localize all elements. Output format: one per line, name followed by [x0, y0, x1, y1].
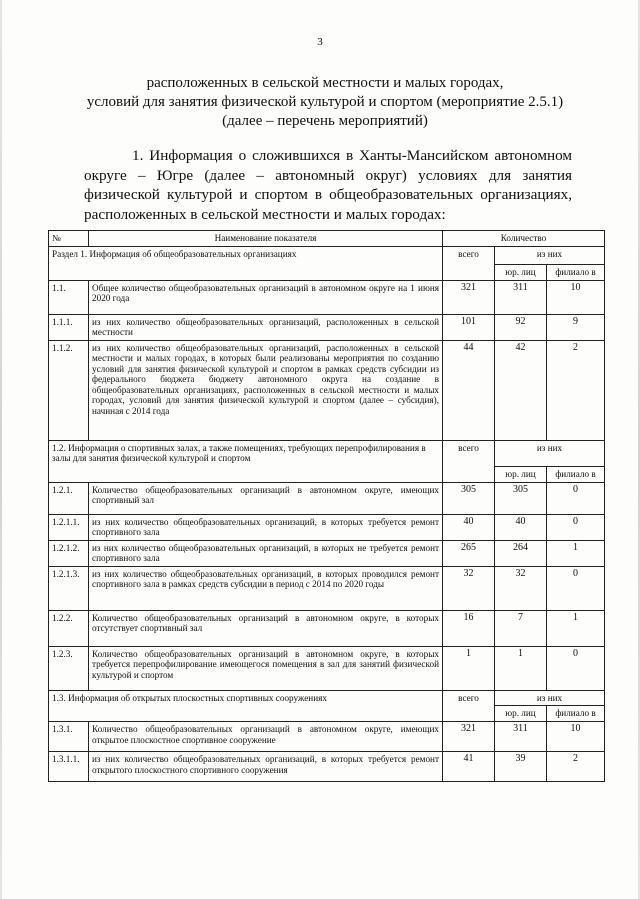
legal-entities-label: юр. лиц: [495, 706, 547, 722]
row-legal-entities: 7: [495, 610, 547, 646]
row-branches: 2: [547, 340, 605, 440]
row-total: 265: [443, 540, 495, 566]
table-row: [49, 540, 605, 566]
table-row: [49, 482, 605, 514]
row-number: 1.3.1.1.: [49, 752, 89, 782]
row-total: 321: [443, 280, 495, 314]
table-row: [49, 514, 605, 540]
row-branches: 0: [547, 566, 605, 610]
row-branches: 0: [547, 482, 605, 514]
row-name: из них количество общеобразовательных организаций, в которых проводился ремонт спортивного зала в рамках средств субсидии в период с 2014 по 2020 годы: [89, 566, 443, 610]
row-branches: 2: [547, 752, 605, 782]
row-total: 41: [443, 752, 495, 782]
branches-label: филиало в: [547, 264, 605, 280]
row-name: из них количество общеобразовательных организаций, в которых требуется ремонт открытого плоскостного спортивного сооружения: [89, 752, 443, 782]
row-name: Количество общеобразовательных организаций в автономном округе, в которых отсутствует спортивный зал: [89, 610, 443, 646]
total-label: всего: [443, 440, 495, 482]
row-name: Количество общеобразовательных организаций в автономном округе, имеющих спортивный зал: [89, 482, 443, 514]
row-legal-entities: 305: [495, 482, 547, 514]
section-title: 1.3. Информация об открытых плоскостных спортивных сооружениях: [49, 690, 443, 722]
row-legal-entities: 311: [495, 722, 547, 752]
header-name: Наименование показателя: [89, 231, 443, 247]
table-row: [49, 610, 605, 646]
row-branches: 10: [547, 722, 605, 752]
row-legal-entities: 92: [495, 314, 547, 340]
row-number: 1.2.3.: [49, 646, 89, 690]
row-number: 1.1.: [49, 280, 89, 314]
branches-label: филиало в: [547, 706, 605, 722]
page-number: 3: [317, 36, 323, 48]
total-label: всего: [443, 690, 495, 722]
section-header-row: [49, 690, 605, 706]
heading-line: (далее – перечень мероприятий): [222, 113, 428, 129]
section-title: 1.2. Информация о спортивных залах, а также помещениях, требующих перепрофилирования в залы для занятия физической культурой и спортом: [49, 440, 443, 482]
table-row: [49, 646, 605, 690]
table-row: [49, 566, 605, 610]
of-which-label: из них: [495, 246, 605, 264]
row-total: 40: [443, 514, 495, 540]
row-number: 1.2.2.: [49, 610, 89, 646]
row-name: Количество общеобразовательных организаций в автономном округе, имеющих открытое плоскостное спортивное сооружение: [89, 722, 443, 752]
heading-line: условий для занятия физической культурой и спортом (мероприятие 2.5.1): [86, 94, 564, 110]
table-header-row: [49, 231, 605, 247]
row-name: Количество общеобразовательных организаций в автономном округе, в которых требуется перепрофилирование имеющегося помещения в зал для занятий физической культурой и спортом: [89, 646, 443, 690]
row-legal-entities: 42: [495, 340, 547, 440]
row-name: из них количество общеобразовательных организаций, в которых требуется ремонт спортивного зала: [89, 514, 443, 540]
row-legal-entities: 32: [495, 566, 547, 610]
document-heading: [60, 74, 590, 131]
legal-entities-label: юр. лиц: [495, 466, 547, 482]
row-legal-entities: 311: [495, 280, 547, 314]
table-row: [49, 752, 605, 782]
section-header-row: [49, 440, 605, 466]
row-number: 1.3.1.: [49, 722, 89, 752]
row-total: 1: [443, 646, 495, 690]
branches-label: филиало в: [547, 466, 605, 482]
row-name: из них количество общеобразовательных организаций, в которых не требуется ремонт спортивного зала: [89, 540, 443, 566]
table-row: [49, 314, 605, 340]
header-quantity: Количество: [443, 231, 605, 247]
of-which-label: из них: [495, 440, 605, 466]
table-row: [49, 280, 605, 314]
table-row: [49, 340, 605, 440]
row-number: 1.1.1.: [49, 314, 89, 340]
row-name: Общее количество общеобразовательных организаций в автономном округе на 1 июня 2020 года: [89, 280, 443, 314]
row-number: 1.2.1.2.: [49, 540, 89, 566]
row-branches: 0: [547, 646, 605, 690]
row-total: 321: [443, 722, 495, 752]
row-legal-entities: 1: [495, 646, 547, 690]
indicators-table: [48, 230, 605, 782]
row-total: 305: [443, 482, 495, 514]
row-name: из них количество общеобразовательных организаций, расположенных в сельской местности: [89, 314, 443, 340]
row-total: 16: [443, 610, 495, 646]
row-legal-entities: 40: [495, 514, 547, 540]
table-row: [49, 722, 605, 752]
total-label: всего: [443, 246, 495, 280]
row-branches: 0: [547, 514, 605, 540]
row-branches: 9: [547, 314, 605, 340]
section-header-row: [49, 246, 605, 264]
row-branches: 10: [547, 280, 605, 314]
row-legal-entities: 39: [495, 752, 547, 782]
legal-entities-label: юр. лиц: [495, 264, 547, 280]
row-branches: 1: [547, 610, 605, 646]
row-name: из них количество общеобразовательных организаций, расположенных в сельской местности и малых городах, в которых были реализованы мероприятия по созданию условий для занятия физической культурой и спортом в рамках средств субсидии из федерального бюджета бюджету автономного округа на создание в общеобразовательных организациях, расположенных в сельской местности и малых городах, условий для занятия физической культурой и спортом (далее – субсидия), начиная с 2014 года: [89, 340, 443, 440]
row-total: 44: [443, 340, 495, 440]
intro-paragraph: 1. Информация о сложившихся в Ханты-Мансийском автономном округе – Югре (далее – автономный округ) условиях для занятия физической культурой и спортом в общеобразовательных организациях, расположенных в сельской местности и малых городах:: [84, 147, 572, 223]
row-legal-entities: 264: [495, 540, 547, 566]
row-number: 1.1.2.: [49, 340, 89, 440]
row-number: 1.2.1.3.: [49, 566, 89, 610]
header-number: №: [49, 231, 89, 247]
row-total: 101: [443, 314, 495, 340]
row-number: 1.2.1.1.: [49, 514, 89, 540]
heading-line: расположенных в сельской местности и малых городах,: [146, 75, 504, 91]
of-which-label: из них: [495, 690, 605, 706]
row-total: 32: [443, 566, 495, 610]
section-title: Раздел 1. Информация об общеобразовательных организациях: [49, 246, 443, 280]
row-branches: 1: [547, 540, 605, 566]
row-number: 1.2.1.: [49, 482, 89, 514]
scan-edge-left: [0, 0, 2, 899]
